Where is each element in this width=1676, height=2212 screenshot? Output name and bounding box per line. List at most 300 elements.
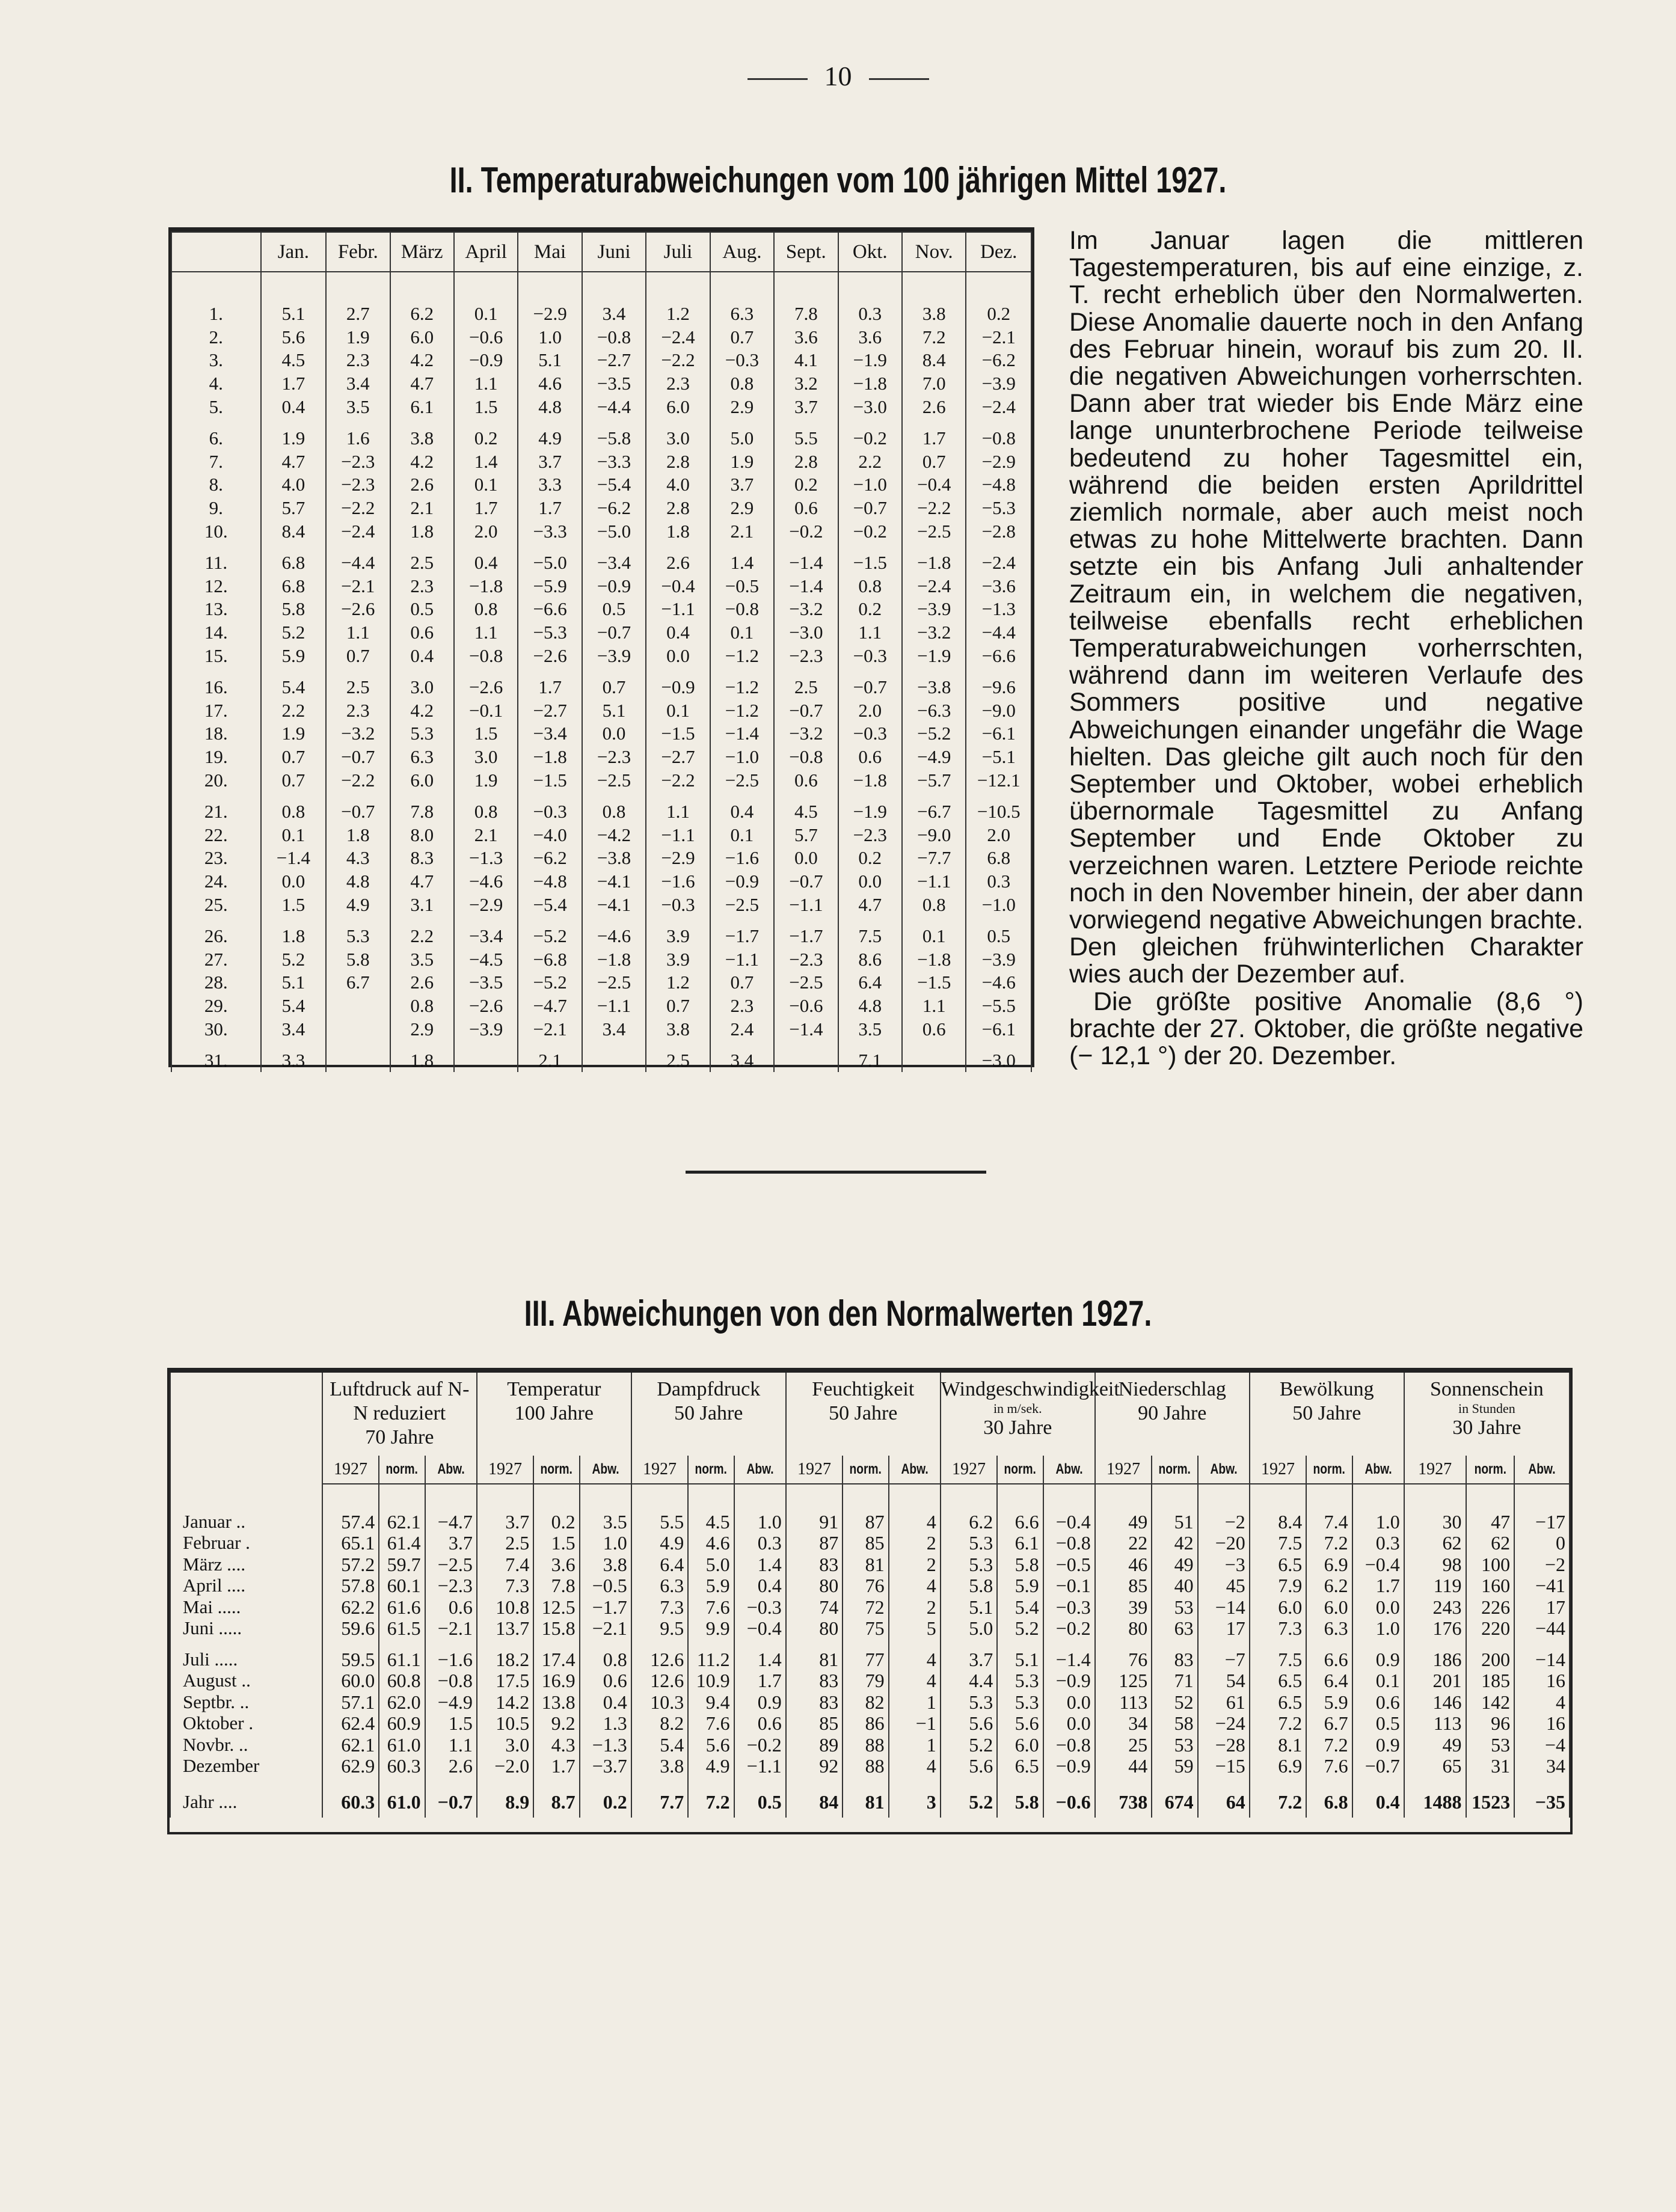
spacer-cell	[902, 272, 966, 302]
value-cell: 12.6	[631, 1649, 688, 1670]
deviation-cell: 2.3	[710, 994, 774, 1018]
value-cell: 45	[1198, 1575, 1250, 1597]
value-cell: 34	[1514, 1756, 1570, 1777]
deviation-cell: −2.6	[454, 676, 518, 699]
value-cell: 51	[1152, 1511, 1197, 1533]
deviation-cell: 5.5	[774, 427, 838, 450]
deviation-cell: 3.7	[774, 395, 838, 418]
deviation-cell: 0.7	[261, 746, 326, 769]
spacer-cell	[322, 1639, 379, 1649]
value-cell: 53	[1152, 1734, 1197, 1756]
value-cell: 4.5	[688, 1511, 734, 1533]
subcolumn-header: 1927	[631, 1456, 688, 1484]
spacer-cell	[688, 1484, 734, 1511]
spacer-cell	[326, 1041, 390, 1049]
value-cell: −4	[1514, 1734, 1570, 1756]
deviation-cell: 6.8	[966, 847, 1031, 870]
value-cell: −24	[1198, 1713, 1250, 1735]
value-cell: 61.0	[379, 1734, 425, 1756]
deviation-cell: −4.1	[582, 870, 646, 893]
value-cell: 3.7	[941, 1649, 997, 1670]
section-divider	[686, 1171, 986, 1174]
deviation-cell: −6.2	[582, 497, 646, 520]
subcolumn-header: 1927	[1095, 1456, 1152, 1484]
value-cell: 92	[786, 1756, 843, 1777]
deviation-cell: −1.3	[454, 847, 518, 870]
deviation-cell: 1.7	[902, 427, 966, 450]
value-cell: 3	[889, 1786, 941, 1818]
deviation-cell: −0.7	[326, 746, 390, 769]
group-unit: in Stunden	[1458, 1401, 1515, 1416]
deviation-cell: −2.4	[646, 326, 710, 349]
deviation-cell: 1.4	[710, 551, 774, 575]
group-name: Sonnenschein	[1429, 1378, 1544, 1400]
group-period: 50 Jahre	[829, 1402, 898, 1424]
month-label: August ..	[170, 1670, 322, 1692]
table-row	[171, 349, 1031, 372]
value-cell: 65.1	[322, 1533, 379, 1554]
spacer-cell	[774, 543, 838, 551]
deviation-cell: −0.8	[966, 427, 1031, 450]
deviation-cell: 0.0	[261, 870, 326, 893]
spacer-cell	[1306, 1639, 1352, 1649]
value-cell: −0.4	[734, 1618, 786, 1640]
deviation-cell: 0.8	[838, 575, 902, 598]
subcolumn-header: norm.	[1471, 1456, 1509, 1484]
deviation-cell: 0.8	[582, 800, 646, 824]
section2-title: II. Temperaturabweichungen vom 100 jährigen Mittel 1927.	[449, 160, 1227, 200]
value-cell: 60.9	[379, 1713, 425, 1735]
deviation-cell: −7.7	[902, 847, 966, 870]
spacer-cell	[582, 543, 646, 551]
deviation-cell: 2.2	[390, 925, 454, 948]
deviation-cell: 5.0	[710, 427, 774, 450]
spacer-cell	[171, 667, 261, 676]
spacer-cell	[1250, 1639, 1306, 1649]
deviation-cell: −3.2	[774, 722, 838, 746]
spacer-cell	[261, 916, 326, 925]
value-cell: 1488	[1404, 1786, 1466, 1818]
deviation-cell: 1.8	[390, 519, 454, 543]
spacer-cell	[734, 1639, 786, 1649]
deviation-cell: −2.7	[582, 349, 646, 372]
spacer-cell	[1250, 1484, 1306, 1511]
value-cell: 6.3	[1306, 1618, 1352, 1640]
value-cell: 0.6	[580, 1670, 631, 1692]
spacer-cell	[518, 667, 582, 676]
deviation-cell: 4.2	[390, 699, 454, 723]
spacer-cell	[646, 418, 710, 427]
group-name: Bewölkung	[1279, 1378, 1374, 1400]
value-cell: 16	[1514, 1713, 1570, 1735]
spacer-cell	[1095, 1639, 1152, 1649]
deviation-cell: 4.7	[261, 450, 326, 474]
deviation-cell: 4.1	[774, 349, 838, 372]
deviation-cell: 4.5	[774, 800, 838, 824]
spacer-cell	[710, 916, 774, 925]
value-cell: 0.9	[1352, 1649, 1404, 1670]
month-label: Jahr ....	[170, 1786, 322, 1818]
month-label: Oktober .	[170, 1713, 322, 1735]
deviation-cell: 4.2	[390, 349, 454, 372]
subcolumn-header: 1927	[1250, 1456, 1306, 1484]
group-header	[1404, 1373, 1570, 1456]
value-cell: 80	[1095, 1618, 1152, 1640]
deviation-cell: −2.7	[518, 699, 582, 723]
spacer-cell	[261, 792, 326, 800]
group-period: 90 Jahre	[1138, 1402, 1207, 1424]
spacer-cell	[390, 272, 454, 302]
subcolumn-header: Abw.	[894, 1456, 935, 1484]
value-cell: 96	[1466, 1713, 1515, 1735]
value-cell: 16.9	[533, 1670, 579, 1692]
deviation-cell: −2.3	[582, 746, 646, 769]
deviation-cell: −3.4	[582, 551, 646, 575]
deviation-cell: −0.7	[838, 676, 902, 699]
day-cell: 5.	[171, 395, 261, 418]
spacer-cell	[646, 543, 710, 551]
value-cell: 76	[1095, 1649, 1152, 1670]
value-cell: 88	[843, 1756, 888, 1777]
value-cell: 25	[1095, 1734, 1152, 1756]
spacer-cell	[631, 1484, 688, 1511]
deviation-cell: −2.3	[774, 948, 838, 971]
table-row	[171, 676, 1031, 699]
deviation-cell: 3.0	[390, 676, 454, 699]
value-cell: 7.9	[1250, 1575, 1306, 1597]
value-cell: −44	[1514, 1618, 1570, 1640]
spacer-cell	[261, 418, 326, 427]
deviation-cell: 0.6	[902, 1017, 966, 1041]
table-row	[171, 971, 1031, 994]
spacer-cell	[518, 418, 582, 427]
value-cell: −0.4	[1043, 1511, 1095, 1533]
deviation-cell: 7.1	[838, 1049, 902, 1073]
group-period: 30 Jahre	[983, 1417, 1052, 1439]
value-cell: 4.9	[631, 1533, 688, 1554]
spacer-cell	[688, 1639, 734, 1649]
spacer-cell	[326, 792, 390, 800]
value-cell: 6.2	[941, 1511, 997, 1533]
spacer-cell	[838, 792, 902, 800]
deviation-cell: −0.8	[710, 598, 774, 621]
spacer-cell	[902, 792, 966, 800]
deviation-cell: −4.5	[454, 948, 518, 971]
value-cell: 82	[843, 1691, 888, 1713]
value-cell: −1	[889, 1713, 941, 1735]
spacer-cell	[425, 1639, 477, 1649]
deviation-cell: −0.9	[582, 575, 646, 598]
value-cell: 5.1	[941, 1596, 997, 1618]
deviation-cell: 3.3	[261, 1049, 326, 1073]
table-row	[171, 575, 1031, 598]
value-cell: 4.3	[533, 1734, 579, 1756]
value-cell: 0.9	[734, 1691, 786, 1713]
value-cell: 7.7	[631, 1786, 688, 1818]
spacer-cell	[710, 1041, 774, 1049]
deviation-cell: 3.4	[582, 302, 646, 326]
deviation-cell: −1.5	[646, 722, 710, 746]
value-cell: 5.3	[941, 1533, 997, 1554]
day-cell: 23.	[171, 847, 261, 870]
deviation-cell: −2.4	[326, 519, 390, 543]
value-cell: 9.9	[688, 1618, 734, 1640]
value-cell: −0.8	[425, 1670, 477, 1692]
deviation-cell: −0.3	[710, 349, 774, 372]
table-row	[171, 450, 1031, 474]
spacer-cell	[582, 418, 646, 427]
deviation-cell: 5.9	[261, 644, 326, 667]
month-label: Juni .....	[170, 1618, 322, 1640]
day-cell: 7.	[171, 450, 261, 474]
deviation-cell: 2.8	[646, 450, 710, 474]
deviation-cell: −1.7	[710, 925, 774, 948]
deviation-cell: 4.2	[390, 450, 454, 474]
deviation-cell: −0.1	[454, 699, 518, 723]
deviation-cell: 7.0	[902, 372, 966, 396]
deviation-cell: 3.6	[774, 326, 838, 349]
value-cell: 5.8	[997, 1554, 1043, 1575]
value-cell: 13.8	[533, 1691, 579, 1713]
day-cell: 11.	[171, 551, 261, 575]
value-cell: 47	[1466, 1511, 1515, 1533]
deviation-cell: 0.8	[261, 800, 326, 824]
deviation-cell: 4.7	[390, 372, 454, 396]
deviation-cell: −4.6	[454, 870, 518, 893]
value-cell: 7.2	[1306, 1533, 1352, 1554]
group-header	[1250, 1373, 1404, 1456]
deviation-cell: −0.6	[454, 326, 518, 349]
deviation-cell: −3.2	[902, 621, 966, 645]
table-row	[171, 948, 1031, 971]
table-row	[171, 1017, 1031, 1041]
value-cell: 5.9	[1306, 1691, 1352, 1713]
value-cell: 113	[1095, 1691, 1152, 1713]
group-header	[322, 1373, 477, 1456]
value-cell: 5.2	[997, 1618, 1043, 1640]
value-cell: 5	[889, 1618, 941, 1640]
value-cell: −1.6	[425, 1649, 477, 1670]
spacer-cell	[326, 916, 390, 925]
value-cell: 81	[843, 1554, 888, 1575]
table-row	[171, 1049, 1031, 1073]
value-cell: 6.5	[1250, 1670, 1306, 1692]
value-cell: 7.3	[477, 1575, 533, 1597]
deviation-cell: 4.6	[518, 372, 582, 396]
deviation-cell: −4.8	[966, 473, 1031, 497]
day-cell: 6.	[171, 427, 261, 450]
deviation-cell: 3.2	[774, 372, 838, 396]
month-column-header: Aug.	[710, 232, 774, 272]
group-unit: in m/sek.	[993, 1401, 1042, 1416]
table-row	[171, 800, 1031, 824]
spacer-cell	[326, 272, 390, 302]
value-cell: 22	[1095, 1533, 1152, 1554]
deviation-cell: −3.4	[518, 722, 582, 746]
value-cell: 674	[1152, 1786, 1197, 1818]
deviation-cell: −0.3	[838, 644, 902, 667]
month-label: Novbr. ..	[170, 1734, 322, 1756]
value-cell: 91	[786, 1511, 843, 1533]
value-cell: 7.6	[1306, 1756, 1352, 1777]
value-cell: 86	[843, 1713, 888, 1735]
spacer-cell	[1514, 1777, 1570, 1786]
deviation-cell: −5.1	[966, 746, 1031, 769]
deviation-cell: 1.1	[838, 621, 902, 645]
deviation-cell: 1.9	[454, 768, 518, 792]
value-cell: 0.4	[580, 1691, 631, 1713]
value-cell: 1.0	[734, 1511, 786, 1533]
value-cell: 6.9	[1250, 1756, 1306, 1777]
value-cell: 1.0	[1352, 1511, 1404, 1533]
value-cell: 160	[1466, 1575, 1515, 1597]
deviation-cell	[326, 1017, 390, 1041]
value-cell: 2.6	[425, 1756, 477, 1777]
spacer-cell	[326, 667, 390, 676]
deviation-cell: −2.2	[646, 768, 710, 792]
value-cell: 1.7	[734, 1670, 786, 1692]
value-cell: 5.8	[997, 1786, 1043, 1818]
value-cell: −0.8	[1043, 1533, 1095, 1554]
value-cell: 13.7	[477, 1618, 533, 1640]
deviation-cell: −3.8	[902, 676, 966, 699]
deviation-cell: 1.7	[261, 372, 326, 396]
spacer-cell	[326, 418, 390, 427]
deviation-cell: −4.6	[582, 925, 646, 948]
deviation-cell: 2.2	[838, 450, 902, 474]
deviation-cell: 5.8	[326, 948, 390, 971]
spacer-cell	[390, 543, 454, 551]
spacer-cell	[454, 667, 518, 676]
value-cell: 8.1	[1250, 1734, 1306, 1756]
value-cell: 1.1	[425, 1734, 477, 1756]
deviation-cell: 1.0	[518, 326, 582, 349]
day-cell: 21.	[171, 800, 261, 824]
value-cell: 6.7	[1306, 1713, 1352, 1735]
deviation-cell: 0.0	[774, 847, 838, 870]
day-cell: 18.	[171, 722, 261, 746]
deviation-cell: −1.8	[838, 372, 902, 396]
value-cell: 4	[889, 1575, 941, 1597]
value-cell: 83	[786, 1670, 843, 1692]
deviation-cell: −1.0	[966, 893, 1031, 916]
deviation-cell: −1.8	[902, 948, 966, 971]
spacer-cell	[710, 792, 774, 800]
value-cell: 87	[843, 1511, 888, 1533]
value-cell: 5.4	[631, 1734, 688, 1756]
deviation-cell: −4.2	[582, 823, 646, 847]
value-cell: 83	[786, 1691, 843, 1713]
deviation-cell: 6.0	[646, 395, 710, 418]
table-row	[171, 823, 1031, 847]
value-cell: 10.9	[688, 1670, 734, 1692]
table-row	[171, 551, 1031, 575]
deviation-cell: 2.3	[326, 699, 390, 723]
value-cell: 3.7	[425, 1533, 477, 1554]
table-row	[170, 1554, 1570, 1575]
deviation-cell: 8.4	[902, 349, 966, 372]
value-cell: −0.2	[1043, 1618, 1095, 1640]
value-cell: 4.9	[688, 1756, 734, 1777]
spacer-cell	[518, 1041, 582, 1049]
spacer-cell	[379, 1639, 425, 1649]
table-row	[170, 1734, 1570, 1756]
value-cell: 17.5	[477, 1670, 533, 1692]
value-cell: 0.5	[1352, 1713, 1404, 1735]
subcolumn-header: norm.	[1156, 1456, 1193, 1484]
deviation-cell: 4.0	[646, 473, 710, 497]
deviation-cell: −0.8	[454, 644, 518, 667]
value-cell: 60.1	[379, 1575, 425, 1597]
deviation-cell: 1.8	[646, 519, 710, 543]
deviation-cell: 0.1	[710, 823, 774, 847]
deviation-cell: 0.7	[902, 450, 966, 474]
deviation-cell: −0.3	[646, 893, 710, 916]
spacer-cell	[1306, 1777, 1352, 1786]
group-name: Temperatur	[507, 1378, 601, 1400]
deviation-cell: −5.3	[518, 621, 582, 645]
deviation-cell: 0.7	[646, 994, 710, 1018]
value-cell: −0.7	[1352, 1756, 1404, 1777]
value-cell: 85	[843, 1533, 888, 1554]
deviation-cell: 2.9	[710, 497, 774, 520]
year-total-row	[170, 1786, 1570, 1818]
value-cell: 57.2	[322, 1554, 379, 1575]
deviation-cell	[902, 1049, 966, 1073]
deviation-cell: 2.1	[518, 1049, 582, 1073]
spacer-cell	[966, 543, 1031, 551]
value-cell: 2	[889, 1596, 941, 1618]
deviation-cell: −4.9	[902, 746, 966, 769]
deviation-cell: 0.7	[582, 676, 646, 699]
commentary-paragraph: Die größte positive Anomalie (8,6 °) brachte der 27. Oktober, die größte negative (− 12,1 °) der 20. Dezember.	[1069, 987, 1583, 1071]
value-cell: 60.8	[379, 1670, 425, 1692]
deviation-cell: −9.0	[966, 699, 1031, 723]
table-row	[171, 427, 1031, 450]
spacer-row	[171, 916, 1031, 925]
deviation-cell: 0.2	[774, 473, 838, 497]
spacer-cell	[646, 792, 710, 800]
spacer-cell	[646, 1041, 710, 1049]
value-cell: 6.6	[997, 1511, 1043, 1533]
deviation-cell: 3.4	[710, 1049, 774, 1073]
deviation-cell: 2.6	[390, 473, 454, 497]
deviation-cell: −0.9	[646, 676, 710, 699]
spacer-cell	[261, 272, 326, 302]
spacer-cell	[171, 543, 261, 551]
deviation-cell: −3.9	[902, 598, 966, 621]
spacer-cell	[1152, 1777, 1197, 1786]
subheader-row	[170, 1456, 1570, 1484]
deviation-cell: 3.5	[390, 948, 454, 971]
value-cell: 34	[1095, 1713, 1152, 1735]
subcolumn-header: Abw.	[585, 1456, 626, 1484]
subcolumn-header: norm.	[538, 1456, 575, 1484]
deviation-cell: 5.1	[582, 699, 646, 723]
value-cell: 113	[1404, 1713, 1466, 1735]
deviation-cell: −1.2	[710, 699, 774, 723]
table-row	[170, 1649, 1570, 1670]
value-cell: 6.4	[631, 1554, 688, 1575]
value-cell: 3.8	[580, 1554, 631, 1575]
deviation-cell: 8.6	[838, 948, 902, 971]
group-period: 50 Jahre	[1292, 1402, 1361, 1424]
deviation-cell: −1.9	[838, 349, 902, 372]
spacer-cell	[838, 916, 902, 925]
value-cell: 243	[1404, 1596, 1466, 1618]
value-cell: 6.6	[1306, 1649, 1352, 1670]
value-cell: 57.8	[322, 1575, 379, 1597]
